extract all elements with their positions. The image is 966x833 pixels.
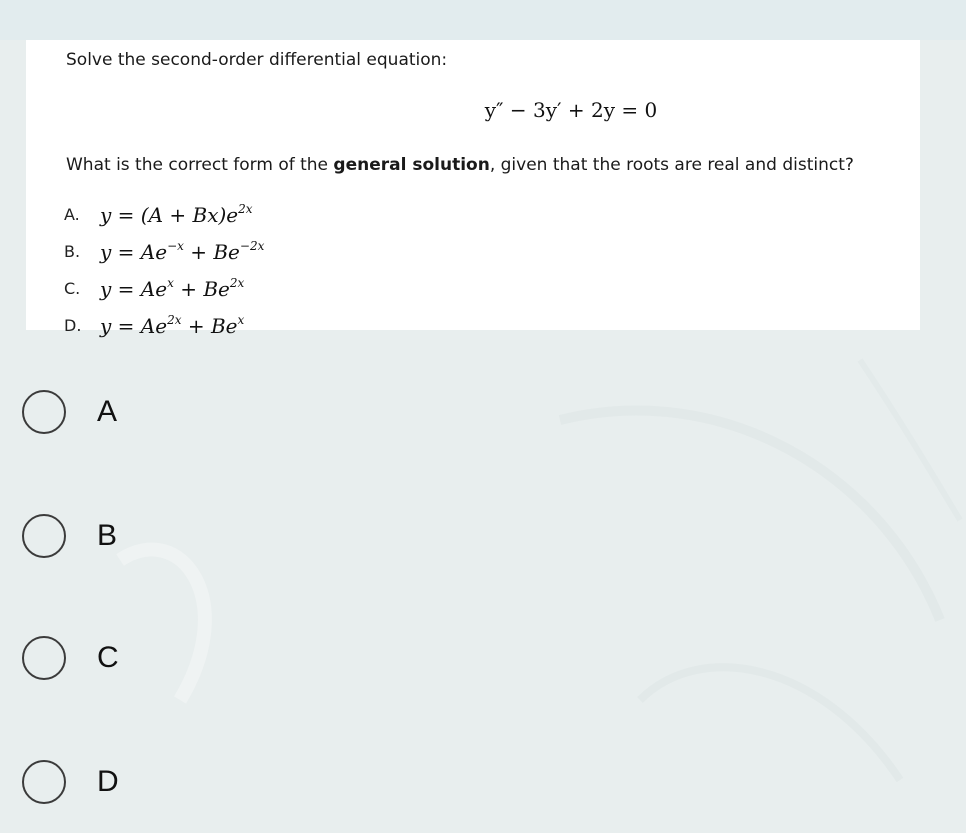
radio-button-b[interactable]	[22, 514, 66, 558]
option-a	[64, 196, 264, 233]
question-text-prefix: What is the correct form of the	[66, 155, 334, 175]
question-card	[26, 40, 920, 338]
radio-button-d[interactable]	[22, 760, 66, 804]
option-formula	[100, 203, 253, 227]
formula-exponent: x	[167, 275, 174, 290]
answer-label-c[interactable]: C	[97, 641, 119, 674]
answer-label-b[interactable]: B	[97, 519, 118, 552]
answer-choice-a[interactable]	[22, 390, 117, 434]
formula-term: + Be	[173, 276, 230, 301]
answer-choice-b[interactable]	[22, 514, 117, 558]
option-formula	[100, 277, 244, 301]
formula-base: y = Ae	[100, 276, 168, 301]
equation-text: y″ − 3y′ + 2y = 0	[484, 98, 658, 122]
answer-choice-d[interactable]	[22, 760, 119, 804]
question-text-bold: general solution	[333, 155, 490, 175]
question-prompt: Solve the second-order differential equation:	[66, 50, 448, 70]
formula-exponent: 2x	[229, 275, 245, 290]
formula-exponent: −x	[167, 238, 184, 253]
formula-exponent: x	[237, 312, 245, 327]
radio-button-c[interactable]	[22, 636, 66, 680]
option-c	[64, 270, 264, 307]
differential-equation	[26, 98, 966, 122]
formula-base: y = Ae	[100, 239, 168, 264]
formula-term: + Be	[181, 313, 238, 338]
question-text	[66, 155, 854, 175]
options-list	[64, 196, 264, 344]
formula-exponent: 2x	[167, 312, 182, 327]
radio-button-a[interactable]	[22, 390, 66, 434]
question-text-suffix: , given that the roots are real and distinct?	[489, 155, 854, 175]
top-band	[0, 0, 966, 40]
formula-exponent: 2x	[238, 201, 253, 216]
answer-label-a[interactable]: A	[97, 395, 118, 428]
formula-exponent: −2x	[239, 238, 265, 253]
formula-base: y = (A + Bx)e	[100, 202, 239, 227]
option-d	[64, 307, 264, 344]
option-b	[64, 233, 264, 270]
formula-base: y = Ae	[100, 313, 168, 338]
answer-label-d[interactable]: D	[97, 765, 119, 798]
option-letter: C.	[64, 279, 81, 298]
formula-term: + Be	[183, 239, 240, 264]
answer-choice-c[interactable]	[22, 636, 119, 680]
option-formula	[100, 314, 244, 338]
option-letter: A.	[64, 205, 80, 224]
option-letter: B.	[64, 242, 81, 261]
option-formula	[100, 240, 264, 264]
option-letter: D.	[64, 316, 82, 335]
